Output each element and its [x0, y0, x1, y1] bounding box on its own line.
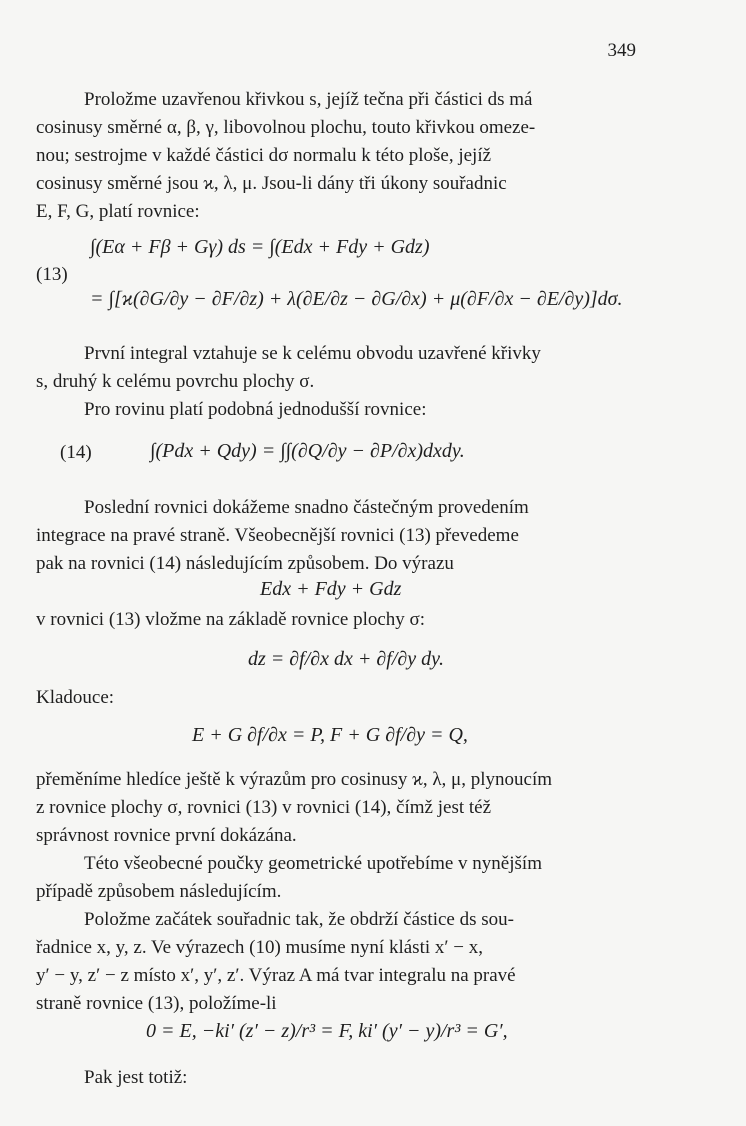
- paragraph-6: [36, 766, 636, 850]
- para7-line: případě způsobem následujícím.: [36, 881, 282, 902]
- paragraph-5: [36, 606, 636, 634]
- paragraph-1: [36, 86, 636, 226]
- para9-line: Pak jest totiž:: [84, 1067, 188, 1088]
- paragraph-8: [36, 906, 636, 1018]
- para8-line: y′ − y, z′ − z místo x′, y′, z′. Výraz A má tvar integralu na pravé: [36, 965, 516, 986]
- expression-edx: Edx + Fdy + Gdz: [260, 578, 402, 600]
- para2-line: První integral vztahuje se k celému obvodu uzavřené křivky: [84, 343, 541, 364]
- paragraph-7: [36, 850, 636, 906]
- para2-line: s, druhý k celému povrchu plochy σ.: [36, 371, 315, 392]
- paragraph-4: [36, 494, 636, 578]
- equation-13-line1: ∫(Eα + Fβ + Gγ) ds = ∫(Edx + Fdy + Gdz): [90, 236, 430, 258]
- para6-line: z rovnice plochy σ, rovnici (13) v rovnici (14), čímž jest též: [36, 797, 492, 818]
- para7-line: Této všeobecné poučky geometrické upotřebíme v nynějším: [84, 853, 542, 874]
- page-number: 349: [607, 40, 636, 61]
- equation-efg: 0 = E, −ki′ (z′ − z)/r³ = F, ki′ (y′ − y)/r³ = G′,: [146, 1020, 508, 1042]
- para4-line: Poslední rovnici dokážeme snadno částečným provedením: [84, 497, 529, 518]
- para1-line: E, F, G, platí rovnice:: [36, 201, 200, 222]
- para4-line: integrace na pravé straně. Všeobecnější rovnici (13) převedeme: [36, 525, 519, 546]
- para8-line: řadnice x, y, z. Ve výrazech (10) musíme nyní klásti x′ − x,: [36, 937, 484, 958]
- para8-line: Položme začátek souřadnic tak, že obdrží částice ds sou-: [84, 909, 514, 930]
- para4-line: pak na rovnici (14) následujícím způsobem. Do výrazu: [36, 553, 454, 574]
- para5-line: v rovnici (13) vložme na základě rovnice plochy σ:: [36, 609, 426, 630]
- para6-line: přeměníme hledíce ještě k výrazům pro cosinusy ϰ, λ, μ, plynoucím: [36, 769, 552, 790]
- para1-line: cosinusy směrné α, β, γ, libovolnou plochu, touto křivkou omeze-: [36, 117, 536, 138]
- para3-line: Pro rovinu platí podobná jednodušší rovnice:: [84, 399, 427, 420]
- equation-14-label: (14): [60, 442, 92, 463]
- equation-dz: dz = ∂f/∂x dx + ∂f/∂y dy.: [248, 648, 444, 670]
- kladouce-label: Kladouce:: [36, 687, 115, 708]
- equation-13-line2: = ∫[ϰ(∂G/∂y − ∂F/∂z) + λ(∂E/∂z − ∂G/∂x) + μ(∂F/∂x − ∂E/∂y)]dσ.: [90, 288, 623, 310]
- para1-line: nou; sestrojme v každé částici dσ normalu k této ploše, jejíž: [36, 145, 492, 166]
- para8-line: straně rovnice (13), položíme-li: [36, 993, 277, 1014]
- paragraph-2: [36, 340, 636, 396]
- para1-line: Proložme uzavřenou křivkou s, jejíž tečna při částici ds má: [84, 89, 533, 110]
- equation-13-label: (13): [36, 264, 68, 285]
- para1-line: cosinusy směrné jsou ϰ, λ, μ. Jsou-li dány tři úkony souřadnic: [36, 173, 507, 194]
- paragraph-3: [36, 396, 636, 424]
- equation-p-q: E + G ∂f/∂x = P, F + G ∂f/∂y = Q,: [192, 724, 468, 746]
- para6-line: správnost rovnice první dokázána.: [36, 825, 297, 846]
- equation-14: ∫(Pdx + Qdy) = ∫∫(∂Q/∂y − ∂P/∂x)dxdy.: [150, 440, 465, 462]
- paragraph-9: [36, 1064, 636, 1092]
